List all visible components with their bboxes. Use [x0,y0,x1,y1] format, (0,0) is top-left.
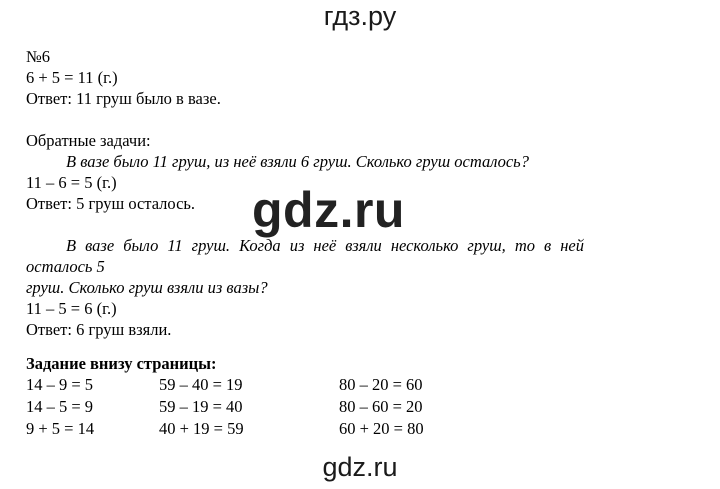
equation: 59 – 19 = 40 [159,397,243,416]
equation: 14 – 5 = 9 [26,397,94,416]
equation: 80 – 20 = 60 [339,375,423,394]
center-watermark: gdz.ru [252,182,405,238]
equation: 14 – 9 = 5 [26,375,94,394]
task-solution-line: 6 + 5 = 11 (г.) [26,68,118,87]
bottom-task-heading: Задание внизу страницы: [26,354,217,373]
reverse-problem-2-solution: 11 – 5 = 6 (г.) [26,299,117,318]
reverse-problem-1-text: В вазе было 11 груш, из неё взяли 6 груш. Сколько груш осталось? [66,152,529,171]
reverse-problem-2-text-line-2: груш. Сколько груш взяли из вазы? [26,278,268,297]
equation: 60 + 20 = 80 [339,419,424,438]
equation: 59 – 40 = 19 [159,375,243,394]
reverse-problem-1-solution: 11 – 6 = 5 (г.) [26,173,117,192]
spacer [26,340,586,353]
reverse-problem-2-text-line-1: В вазе было 11 груш. Когда из неё взяли несколько груш, то в ней осталось 5 [26,236,584,276]
reverse-tasks-heading: Обратные задачи: [26,131,151,150]
equation: 9 + 5 = 14 [26,419,95,438]
task-answer: Ответ: 11 груш было в вазе. [26,89,221,108]
equation: 40 + 19 = 59 [159,419,244,438]
reverse-problem-1-answer: Ответ: 5 груш осталось. [26,194,196,213]
task-number: №6 [26,47,50,66]
site-header-title: гдз.ру [323,1,397,31]
spacer [26,109,586,130]
reverse-problem-2-answer: Ответ: 6 груш взяли. [26,320,172,339]
footer-watermark: gdz.ru [322,452,398,482]
solution-content [26,46,586,440]
bottom-task-equations [26,374,586,440]
equation: 80 – 60 = 20 [339,397,423,416]
